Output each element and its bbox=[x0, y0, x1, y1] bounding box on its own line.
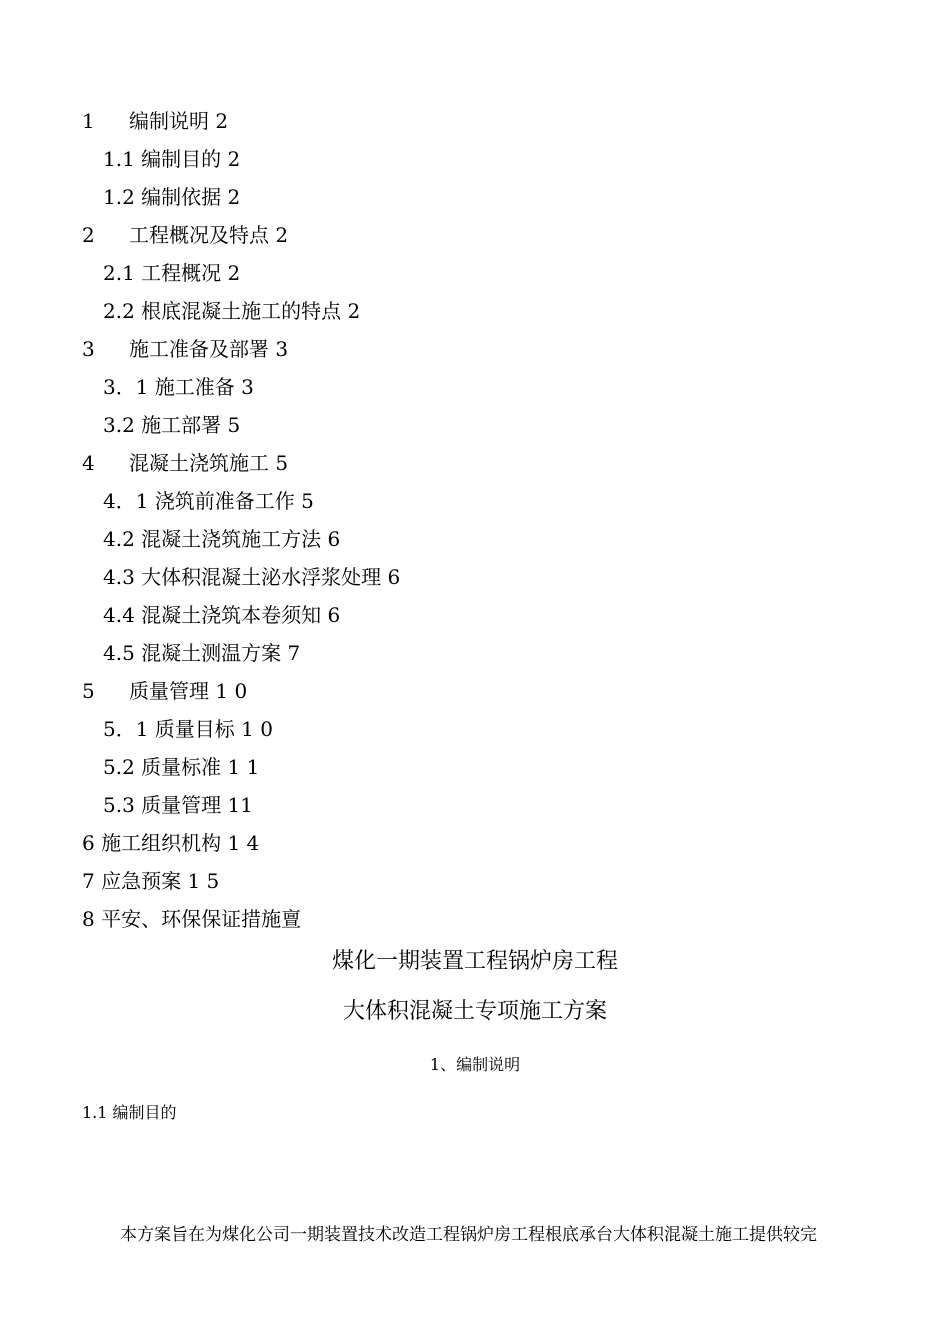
toc-item-number: 5 bbox=[82, 679, 95, 703]
toc-item bbox=[82, 482, 882, 520]
toc-item-number: 3 bbox=[82, 337, 95, 361]
toc-item-label: 8 平安、环保保证措施亶 bbox=[82, 907, 302, 931]
toc-item-label: 5．1 质量目标 1 0 bbox=[103, 717, 273, 741]
toc-item bbox=[82, 330, 882, 368]
toc-item bbox=[82, 216, 882, 254]
toc-item-label: 施工准备及部署 3 bbox=[129, 337, 289, 361]
toc-item bbox=[82, 634, 882, 672]
toc-item bbox=[82, 824, 882, 862]
toc-item bbox=[82, 102, 882, 140]
toc-item bbox=[82, 292, 882, 330]
toc-item-label: 4.5 混凝土测温方案 7 bbox=[103, 641, 301, 665]
toc-item-label: 混凝土浇筑施工 5 bbox=[129, 451, 289, 475]
toc-item-label: 2.2 根底混凝土施工的特点 2 bbox=[103, 299, 361, 323]
toc-item-label: 3．1 施工准备 3 bbox=[103, 375, 254, 399]
toc-item-label: 5.3 质量管理 11 bbox=[103, 793, 253, 817]
toc-item-number: 1 bbox=[82, 109, 95, 133]
toc-item-label: 工程概况及特点 2 bbox=[129, 223, 289, 247]
section-heading: 1、编制说明 bbox=[429, 1055, 521, 1074]
toc-item-label: 1.1 编制目的 2 bbox=[103, 147, 241, 171]
toc-item-label: 2.1 工程概况 2 bbox=[103, 261, 241, 285]
toc-item-label: 质量管理 1 0 bbox=[129, 679, 248, 703]
document-title: 煤化一期装置工程锅炉房工程 bbox=[331, 949, 618, 974]
toc-item bbox=[82, 786, 882, 824]
toc-item bbox=[82, 140, 882, 178]
subsection-heading: 1.1 编制目的 bbox=[82, 1103, 177, 1122]
toc-item-label: 5.2 质量标准 1 1 bbox=[103, 755, 260, 779]
body-paragraph: 本方案旨在为煤化公司一期装置技术改造工程锅炉房工程根底承台大体积混凝土施工提供较完 bbox=[120, 1225, 817, 1245]
toc-item-number: 2 bbox=[82, 223, 95, 247]
toc-item-label: 7 应急预案 1 5 bbox=[82, 869, 220, 893]
toc-item-label: 4.4 混凝土浇筑本卷须知 6 bbox=[103, 603, 341, 627]
toc-item bbox=[82, 368, 882, 406]
toc-item bbox=[82, 406, 882, 444]
document-subtitle: 大体积混凝土专项施工方案 bbox=[342, 999, 607, 1024]
toc-item-label: 1.2 编制依据 2 bbox=[103, 185, 241, 209]
toc-item bbox=[82, 748, 882, 786]
toc-item bbox=[82, 520, 882, 558]
toc-item-label: 4.2 混凝土浇筑施工方法 6 bbox=[103, 527, 341, 551]
toc-item-number: 4 bbox=[82, 451, 95, 475]
toc-item bbox=[82, 596, 882, 634]
toc-item-label: 编制说明 2 bbox=[129, 109, 229, 133]
table-of-contents bbox=[82, 102, 882, 938]
toc-item bbox=[82, 862, 882, 900]
toc-item-label: 4．1 浇筑前准备工作 5 bbox=[103, 489, 314, 513]
toc-item bbox=[82, 444, 882, 482]
toc-item bbox=[82, 900, 882, 938]
toc-item bbox=[82, 254, 882, 292]
toc-item-label: 4.3 大体积混凝土泌水浮浆处理 6 bbox=[103, 565, 401, 589]
toc-item bbox=[82, 178, 882, 216]
toc-item bbox=[82, 558, 882, 596]
toc-item-label: 6 施工组织机构 1 4 bbox=[82, 831, 260, 855]
toc-item bbox=[82, 710, 882, 748]
toc-item-label: 3.2 施工部署 5 bbox=[103, 413, 241, 437]
toc-item bbox=[82, 672, 882, 710]
